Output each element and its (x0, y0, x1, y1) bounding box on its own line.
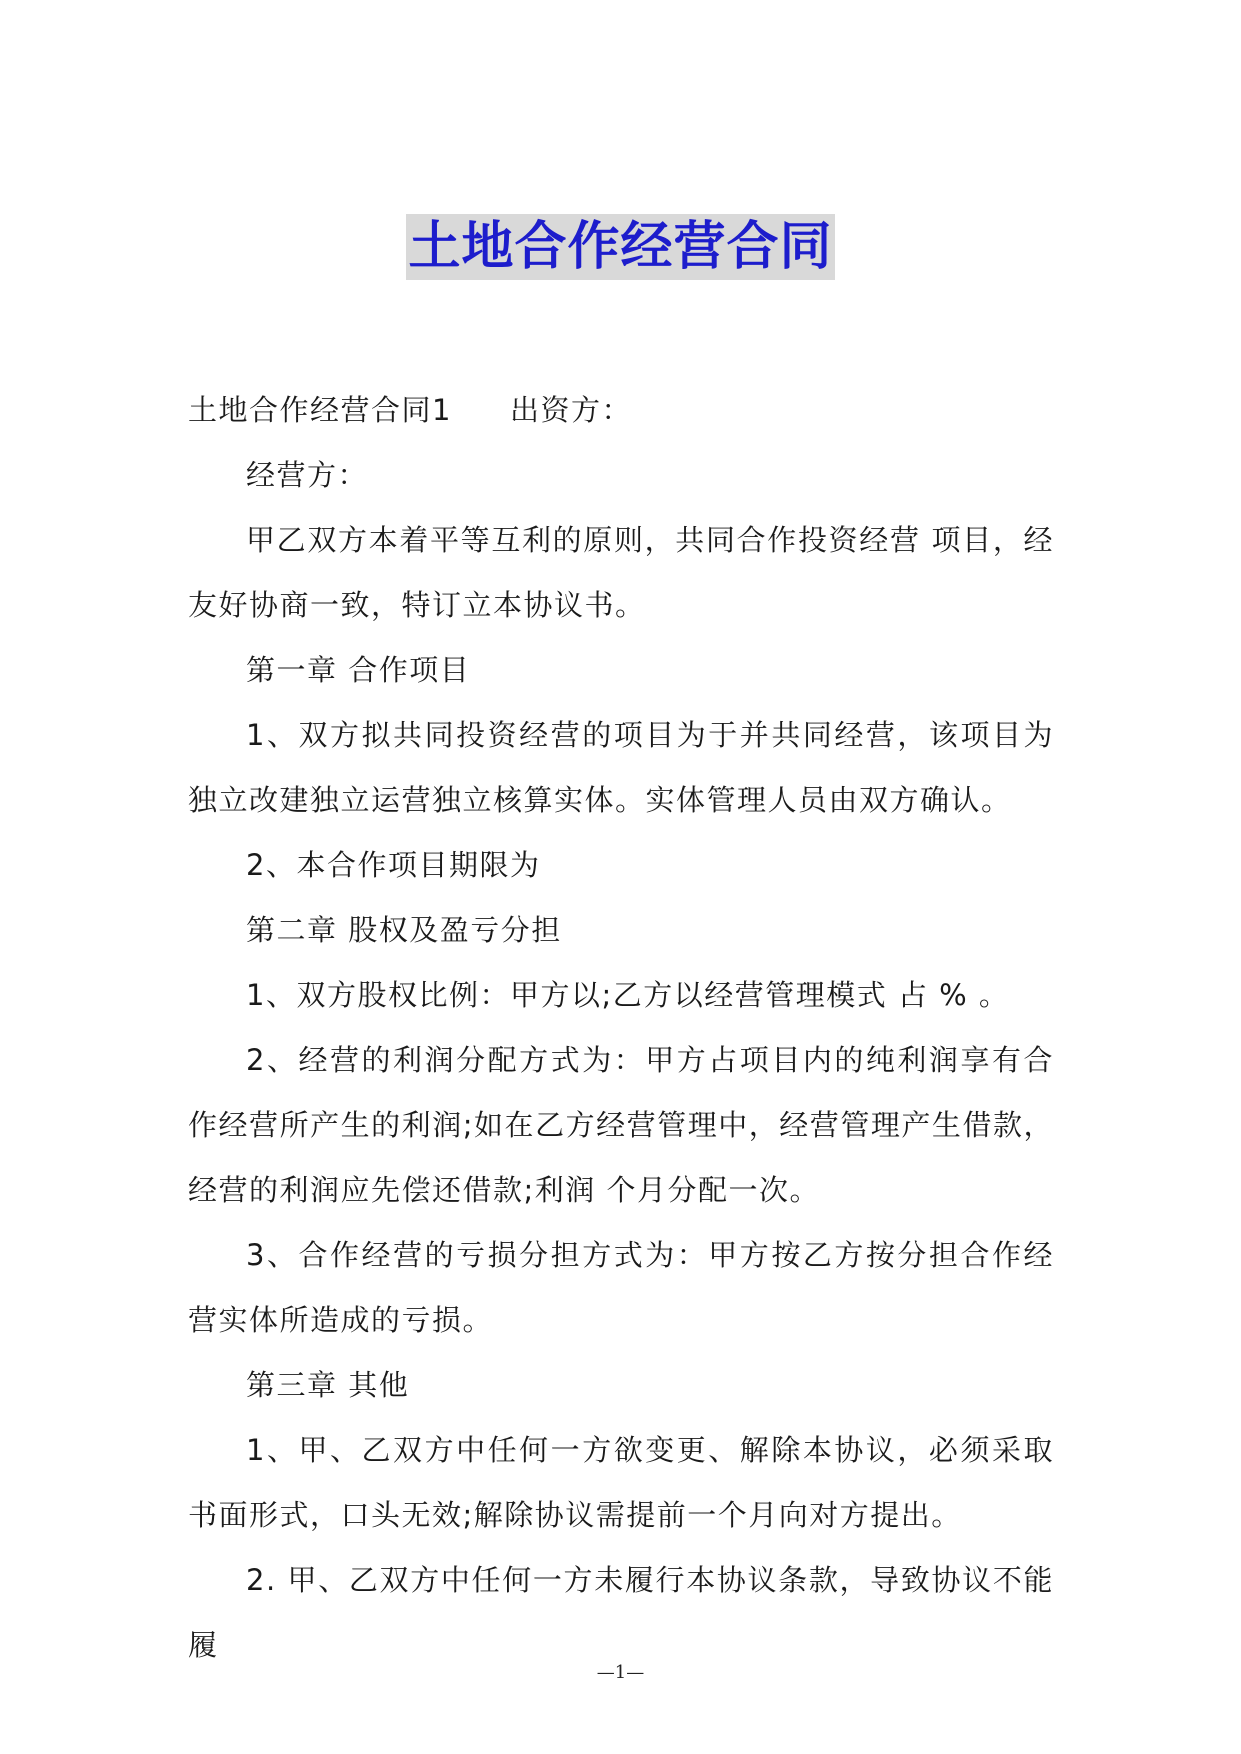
paragraph: 2. 甲、乙双方中任何一方未履行本协议条款，导致协议不能履 (188, 1563, 1054, 1662)
paragraph: 1、双方股权比例：甲方以;乙方以经营管理模式 占 % 。 (246, 978, 1010, 1012)
page-number: —1— (596, 1662, 645, 1683)
paragraph: 甲乙双方本着平等互利的原则，共同合作投资经营 项目，经友好协商一致，特订立本协议书。 (188, 523, 1054, 622)
document-title: 土地合作经营合同 (406, 214, 834, 280)
intro-line (188, 378, 1054, 443)
document-body (188, 378, 1054, 1678)
title-container (0, 214, 1241, 280)
paragraph: 1、甲、乙双方中任何一方欲变更、解除本协议，必须采取书面形式，口头无效;解除协议需提前一个月向对方提出。 (188, 1433, 1054, 1532)
chapter-heading: 第三章 其他 (246, 1368, 410, 1402)
paragraph: 2、经营的利润分配方式为：甲方占项目内的纯利润享有合作经营所产生的利润;如在乙方经营管理中，经营管理产生借款，经营的利润应先偿还借款;利润 个月分配一次。 (188, 1043, 1054, 1207)
intro-heading: 土地合作经营合同1 (188, 393, 452, 427)
chapter-heading: 第二章 股权及盈亏分担 (246, 913, 562, 947)
paragraph: 1、双方拟共同投资经营的项目为于并共同经营，该项目为独立改建独立运营独立核算实体。实体管理人员由双方确认。 (188, 718, 1054, 817)
paragraph: 3、合作经营的亏损分担方式为：甲方按乙方按分担合作经营实体所造成的亏损。 (188, 1238, 1054, 1337)
investor-label: 出资方： (509, 393, 632, 427)
paragraph: 2、本合作项目期限为 (246, 848, 541, 882)
chapter-heading: 第一章 合作项目 (246, 653, 471, 687)
operator-line: 经营方： (246, 458, 369, 492)
